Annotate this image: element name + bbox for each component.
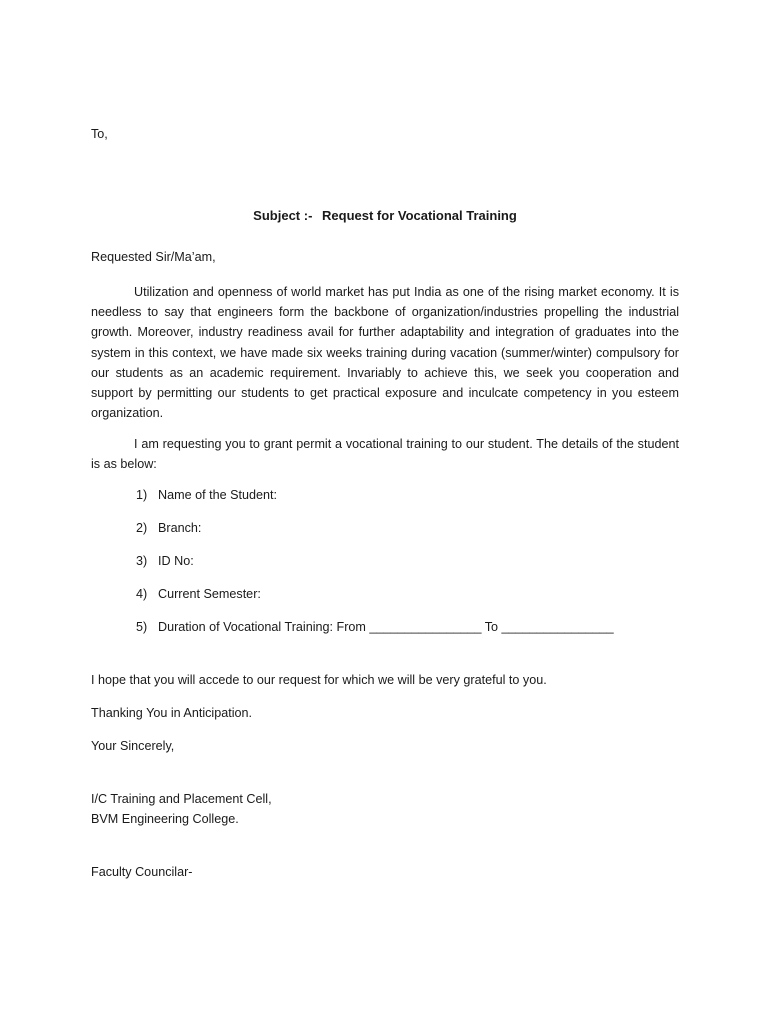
list-label: Duration of Vocational Training: From ________________ To ________________ [158,620,614,634]
list-number: 2) [136,521,148,535]
subject-label: Subject :- [253,208,313,223]
closing-line: Your Sincerely, [91,739,175,753]
list-item [136,488,614,521]
list-item [136,620,614,653]
list-item [136,587,614,620]
list-item [136,554,614,587]
body-paragraph-1: Utilization and openness of world market has put India as one of the rising market economy. It is needless to say that engineers form the backbone of organization/industries propelling the industrial growth. Moreover, industry readiness avail for further adaptability and integration of graduates into the system in this context, we have made six weeks training during vacation (summer/winter) compulsory for our students as an academic requirement. Invariably to achieve this, we seek you cooperation and support by permitting our students to get practical exposure and inculcate competency in you esteem organization. [91,285,679,421]
signatory-line-1: I/C Training and Placement Cell, [91,792,272,806]
list-number: 3) [136,554,148,568]
faculty-line: Faculty Councilar- [91,865,193,879]
list-item [136,521,614,554]
thanks-line: Thanking You in Anticipation. [91,706,253,720]
body-paragraph-2: I am requesting you to grant permit a vocational training to our student. The details of the student is as below: [91,437,679,472]
list-number: 5) [136,620,148,634]
list-number: 4) [136,587,148,601]
list-label: Current Semester: [158,587,261,601]
list-label: Name of the Student: [158,488,278,502]
list-label: ID No: [158,554,194,568]
hope-line: I hope that you will accede to our request for which we will be very grateful to you. [91,673,547,687]
student-details-list [136,488,614,653]
subject-text: Request for Vocational Training [322,208,517,223]
subject-line [0,208,770,223]
salutation-to: To, [91,127,108,141]
signatory-line-2: BVM Engineering College. [91,812,239,826]
list-number: 1) [136,488,148,502]
greeting: Requested Sir/Ma’am, [91,250,216,264]
list-label: Branch: [158,521,202,535]
